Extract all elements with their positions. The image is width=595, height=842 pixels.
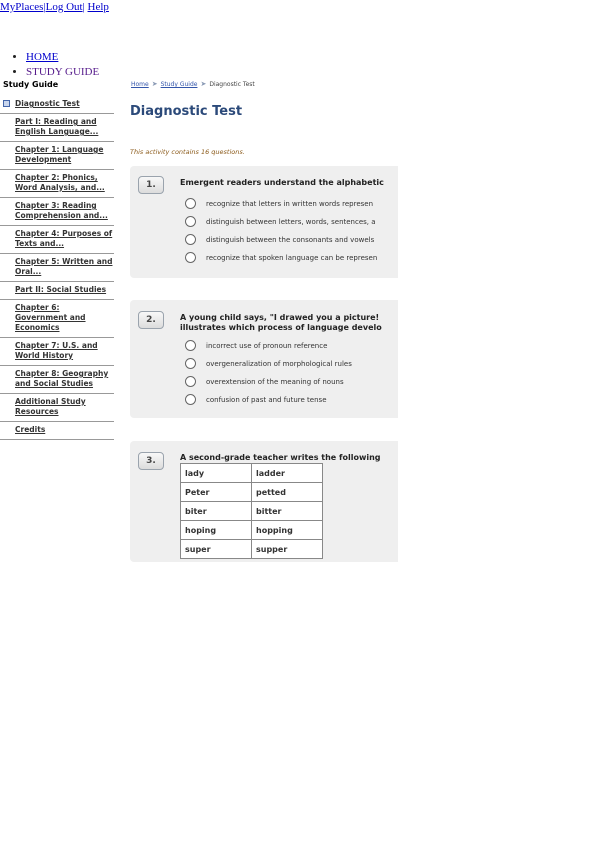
answer-option[interactable] [185, 216, 376, 228]
sidebar-item-label[interactable]: Diagnostic Test [15, 99, 80, 108]
answer-option-label: confusion of past and future tense [206, 396, 327, 404]
sidebar-item-chapter-8[interactable] [0, 366, 114, 394]
table-cell: bitter [252, 502, 323, 521]
question-text: Emergent readers understand the alphabetic [180, 178, 384, 187]
question-text: A second-grade teacher writes the following [180, 453, 381, 462]
table-row [181, 540, 323, 559]
sidebar-item-label[interactable]: Part I: Reading and English Language... [15, 117, 99, 136]
home-link[interactable]: HOME [26, 51, 59, 63]
question-number: 1. [138, 176, 164, 194]
radio-button[interactable] [185, 358, 196, 369]
activity-note: This activity contains 16 questions. [130, 148, 245, 156]
nav-separator: | [82, 1, 85, 13]
table-row [181, 502, 323, 521]
answer-option-label: recognize that spoken language can be represen [206, 254, 378, 262]
table-cell: lady [181, 464, 252, 483]
sidebar-item-label[interactable]: Additional Study Resources [15, 397, 86, 416]
radio-button[interactable] [185, 198, 196, 209]
answer-option[interactable] [185, 198, 373, 210]
answer-option-label: overgeneralization of morphological rules [206, 360, 352, 368]
answer-option[interactable] [185, 376, 344, 388]
radio-button[interactable] [185, 376, 196, 387]
sidebar-heading: Study Guide [3, 80, 59, 89]
sidebar-item-label[interactable]: Chapter 3: Reading Comprehension and... [15, 201, 108, 220]
myplaces-link[interactable]: MyPlaces [0, 1, 44, 13]
table-row [181, 521, 323, 540]
sidebar-item-label[interactable]: Credits [15, 425, 46, 434]
breadcrumb-arrow-icon: ➤ [151, 80, 158, 88]
radio-button[interactable] [185, 252, 196, 263]
sidebar-item-part-1[interactable] [0, 114, 114, 142]
sidebar-item-chapter-1[interactable] [0, 142, 114, 170]
radio-button[interactable] [185, 216, 196, 227]
sidebar-item-label[interactable]: Chapter 1: Language Development [15, 145, 104, 164]
table-cell: hopping [252, 521, 323, 540]
table-cell: biter [181, 502, 252, 521]
answer-option[interactable] [185, 340, 327, 352]
sidebar-item-credits[interactable] [0, 422, 114, 440]
sidebar-item-additional-resources[interactable] [0, 394, 114, 422]
sidebar-item-label[interactable]: Part II: Social Studies [15, 285, 107, 294]
sidebar-item-chapter-6[interactable] [0, 300, 114, 338]
top-nav [0, 1, 109, 13]
question-number: 2. [138, 311, 164, 329]
question-number: 3. [138, 452, 164, 470]
table-row [181, 483, 323, 502]
breadcrumb-current: Diagnostic Test [209, 81, 255, 88]
page-title: Diagnostic Test [130, 104, 243, 119]
radio-button[interactable] [185, 234, 196, 245]
help-link[interactable]: Help [87, 1, 109, 13]
page-icon [3, 100, 10, 107]
answer-option[interactable] [185, 252, 377, 264]
answer-option-label: distinguish between the consonants and vowels [206, 236, 375, 244]
sidebar-item-chapter-7[interactable] [0, 338, 114, 366]
answer-option-label: recognize that letters in written words represen [206, 200, 374, 208]
sidebar-item-label[interactable]: Chapter 8: Geography and Social Studies [15, 369, 109, 388]
breadcrumb-study-guide[interactable]: Study Guide [160, 81, 198, 88]
table-cell: Peter [181, 483, 252, 502]
breadcrumb-home[interactable]: Home [131, 81, 149, 88]
breadcrumb-arrow-icon: ➤ [200, 80, 207, 88]
answer-option-label: incorrect use of pronoun reference [206, 342, 328, 350]
question-text: illustrates which process of language develo [180, 323, 382, 332]
sidebar-item-label[interactable]: Chapter 5: Written and Oral... [15, 257, 113, 276]
menu-item-study-guide [26, 65, 99, 79]
table-row [181, 464, 323, 483]
study-guide-link[interactable]: STUDY GUIDE [26, 66, 100, 78]
sidebar-item-label[interactable]: Chapter 7: U.S. and World History [15, 341, 98, 360]
sidebar-item-chapter-3[interactable] [0, 198, 114, 226]
sidebar [0, 96, 114, 440]
answer-option[interactable] [185, 394, 327, 406]
table-cell: hoping [181, 521, 252, 540]
sidebar-item-label[interactable]: Chapter 4: Purposes of Texts and... [15, 229, 113, 248]
question-2 [130, 300, 398, 418]
radio-button[interactable] [185, 394, 196, 405]
answer-option[interactable] [185, 234, 374, 246]
radio-button[interactable] [185, 340, 196, 351]
table-cell: ladder [252, 464, 323, 483]
menu-item-home [26, 50, 99, 64]
question-3 [130, 441, 398, 562]
nav-separator: | [43, 1, 46, 13]
answer-option-label: overextension of the meaning of nouns [206, 378, 344, 386]
logout-link[interactable]: Log Out [45, 1, 83, 13]
table-cell: super [181, 540, 252, 559]
question-text: A young child says, "I drawed you a picture! [180, 313, 380, 322]
sidebar-item-chapter-2[interactable] [0, 170, 114, 198]
table-cell: petted [252, 483, 323, 502]
sidebar-item-chapter-5[interactable] [0, 254, 114, 282]
word-table [180, 463, 323, 559]
question-1 [130, 166, 398, 278]
answer-option-label: distinguish between letters, words, sentences, a [206, 218, 376, 226]
sidebar-item-chapter-4[interactable] [0, 226, 114, 254]
breadcrumb [131, 80, 255, 88]
sidebar-item-label[interactable]: Chapter 6: Government and Economics [15, 303, 86, 332]
table-cell: supper [252, 540, 323, 559]
sidebar-item-label[interactable]: Chapter 2: Phonics, Word Analysis, and... [15, 173, 105, 192]
answer-option[interactable] [185, 358, 352, 370]
sidebar-item-part-2[interactable] [0, 282, 114, 300]
main-menu [14, 50, 99, 80]
sidebar-item-diagnostic-test[interactable] [0, 96, 114, 114]
